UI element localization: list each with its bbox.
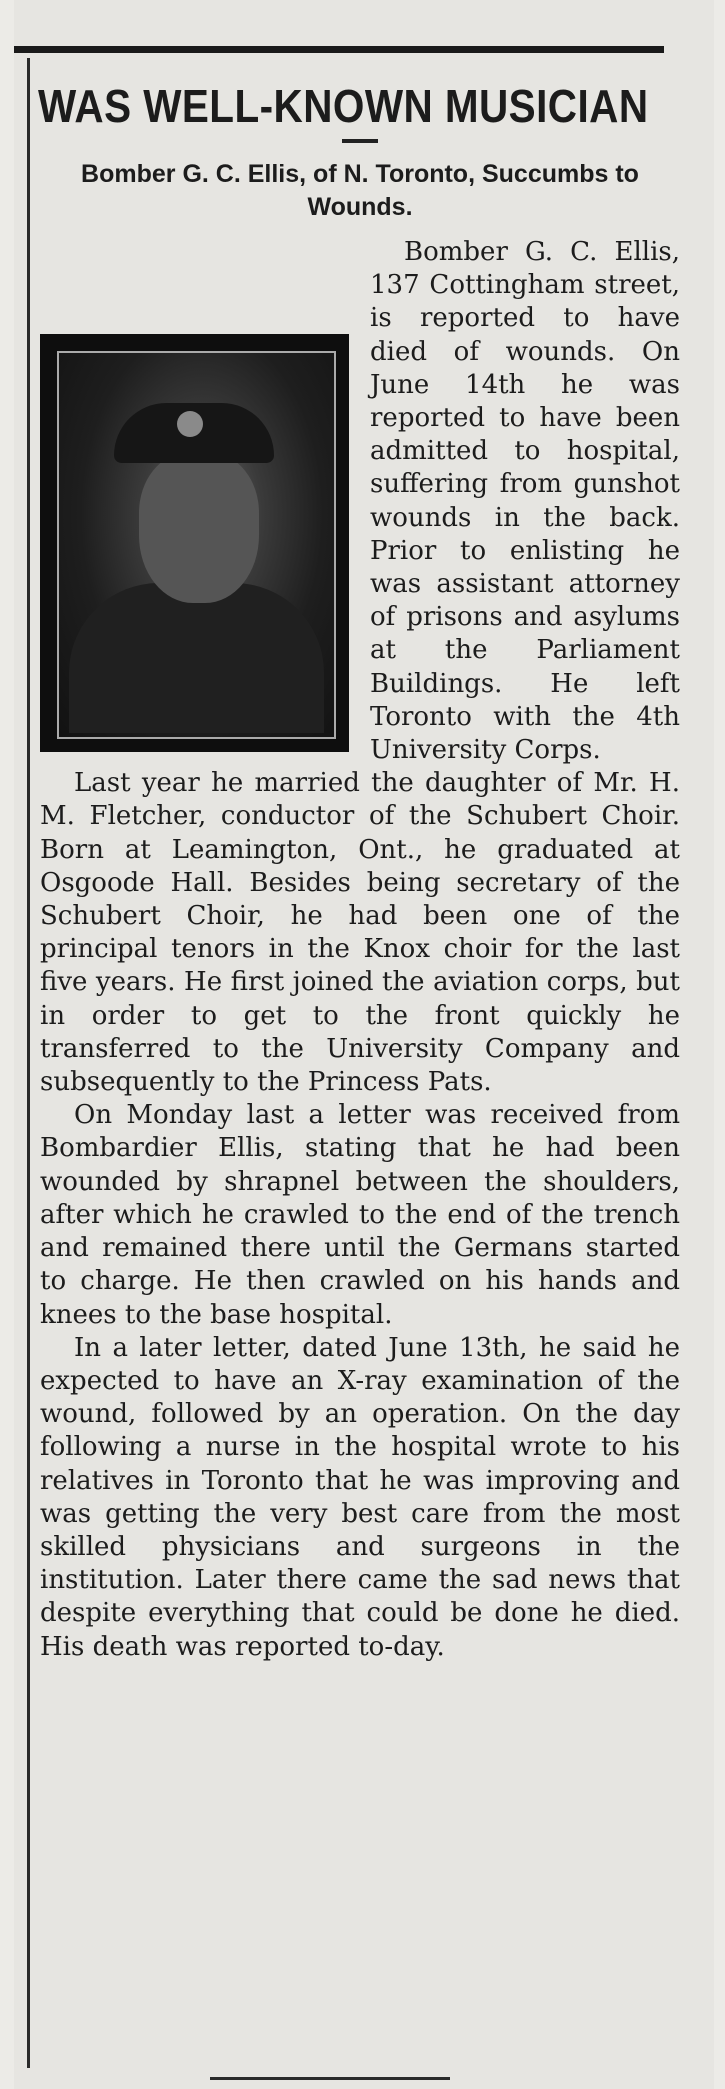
paragraph-4: In a later letter, dated June 13th, he said he expected to have an X-ray examination of the wound, followed by an operation. On the day following a nurse in the hospital wrote to his relatives in Toronto that he was improving and was getting the very best care from the most skilled physicians and surgeons in the institution. Later there came the sad news that despite everything that could be done he died. His death was reported to-day. [40, 1332, 680, 1662]
headline: WAS WELL-KNOWN MUSICIAN [38, 80, 649, 132]
paragraph-2: Last year he married the daughter of Mr. H. M. Fletcher, conductor of the Schubert Choir. Born at Leamington, Ont., he graduated at Osgoode Hall. Besides being secretary of the Schubert Choir, he had been one of the principal tenors in the Knox choir for the last five years. He first joined the aviation corps, but in order to get to the front quickly he transferred to the University Company and subsequently to the Princess Pats. [40, 768, 680, 1098]
subheadline: Bomber G. C. Ellis, of N. Toronto, Succumbs to Wounds. [81, 160, 639, 221]
face [139, 453, 259, 603]
bottom-rule [210, 2077, 450, 2080]
paragraph-3: On Monday last a letter was received from Bombardier Ellis, stating that he had been wounded by shrapnel between the shoulders, after which he crawled to the end of the trench and remained there until the Germans started to charge. He then crawled on his hands and knees to the base hospital. [40, 1100, 680, 1330]
cap-badge-icon [177, 411, 203, 437]
portrait-image [57, 351, 336, 739]
soldier-portrait-photo [40, 334, 349, 752]
headline-dash [342, 139, 378, 143]
uniform-shoulders [69, 583, 324, 733]
top-rule [14, 46, 664, 53]
column-rule [27, 58, 30, 2068]
paragraph-1: Bomber G. C. Ellis, 137 Cottingham street, is reported to have died of wounds. On June 14th he was reported to have been admitted to hospital, suffering from gunshot wounds in the back. Prior to enlisting he was assistant attorney of prisons and asylums at the Parliament Buildings. He left Toronto with the 4th University Corps. [370, 237, 680, 766]
